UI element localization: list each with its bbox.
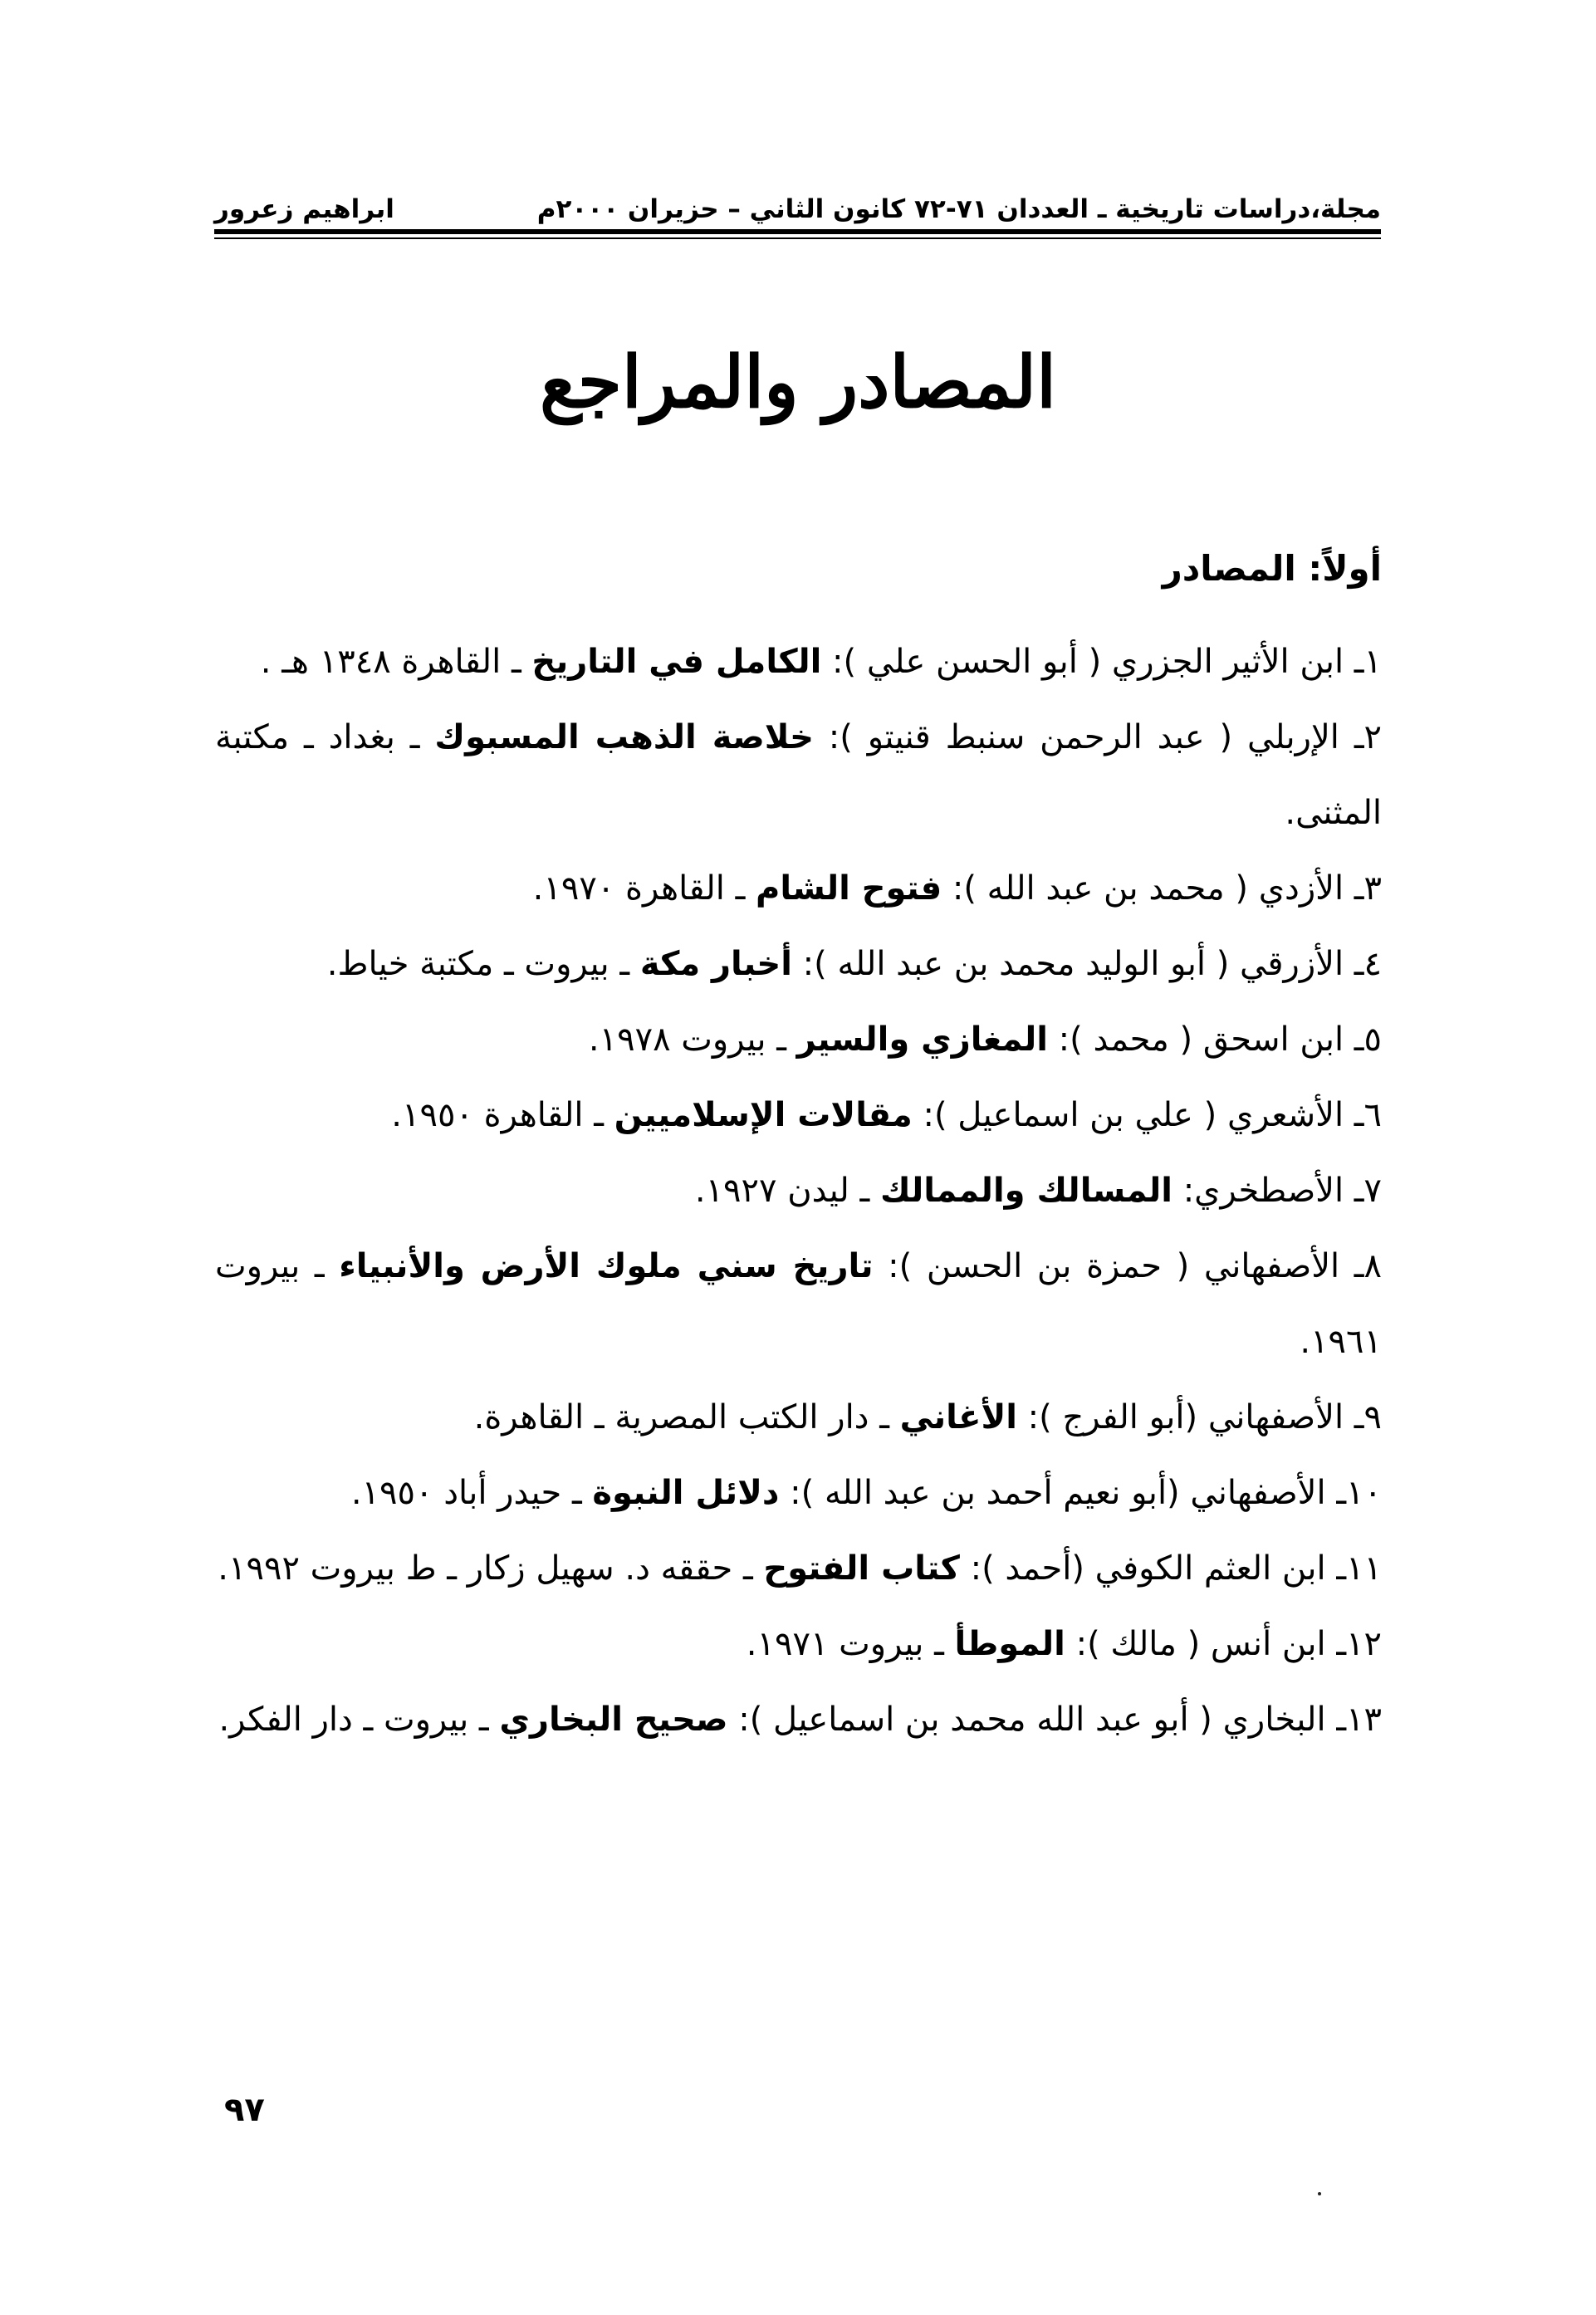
reference-work-title: المسالك والممالك: [880, 1172, 1173, 1210]
header-rule-thin: [214, 237, 1381, 239]
article-author: ابراهيم زعرور: [214, 194, 394, 224]
reference-author: الأصفهاني (أبو نعيم أحمد بن عبد الله ):: [779, 1474, 1337, 1512]
reference-work-title: كتاب الفتوح: [763, 1549, 960, 1588]
reference-author: الأصفهاني (أبو الفرج ):: [1016, 1398, 1354, 1436]
reference-publication: ـ القاهرة ١٩٥٠.: [391, 1096, 614, 1134]
reference-publication: ـ حيدر أباد ١٩٥٠.: [350, 1474, 593, 1512]
reference-item: [215, 1078, 1382, 1153]
journal-citation: مجلة،دراسات تاريخية ـ العددان ٧١-٧٢ كانون الثاني – حزيران ٢٠٠٠م: [536, 194, 1381, 224]
reference-author: الأزدي ( محمد بن عبد الله ):: [942, 869, 1354, 908]
reference-author: ابن العثم الكوفي (أحمد ):: [959, 1549, 1337, 1588]
reference-publication: ـ بيروت ١٩٧٨.: [588, 1020, 797, 1059]
page-number: ٩٧: [224, 2091, 265, 2129]
reference-list: [215, 624, 1382, 1758]
reference-number: ٧ـ: [1354, 1172, 1382, 1210]
reference-publication: ـ بيروت ١٩٧١.: [746, 1625, 955, 1663]
reference-author: ابن الأثير الجزري ( أبو الحسن علي ):: [821, 643, 1354, 681]
reference-author: الأشعري ( علي بن اسماعيل ):: [912, 1096, 1354, 1134]
reference-work-title: أخبار مكة: [639, 945, 792, 983]
reference-work-title: مقالات الإسلاميين: [614, 1096, 913, 1134]
reference-author: الأصطخري:: [1172, 1172, 1354, 1210]
reference-item: [215, 1456, 1382, 1531]
reference-author: الأزرقي ( أبو الوليد محمد بن عبد الله ):: [791, 945, 1354, 983]
reference-number: ٢ـ: [1354, 718, 1383, 756]
page-title: المصادر والمراجع: [540, 340, 1056, 424]
reference-author: البخاري ( أبو عبد الله محمد بن اسماعيل ):: [727, 1701, 1337, 1739]
reference-number: ٣ـ: [1354, 869, 1382, 908]
reference-work-title: فتوح الشام: [756, 869, 942, 908]
reference-author: ابن أنس ( مالك ):: [1065, 1625, 1337, 1663]
reference-work-title: خلاصة الذهب المسبوك: [434, 718, 814, 756]
reference-work-title: تاريخ سني ملوك الأرض والأنبياء: [339, 1247, 874, 1285]
reference-publication: ـ القاهرة ١٣٤٨ هـ .: [260, 643, 532, 681]
header-rule-thick: [214, 229, 1381, 234]
reference-number: ٦ـ: [1354, 1096, 1382, 1134]
reference-item: [215, 851, 1382, 927]
reference-item: [215, 1682, 1382, 1758]
reference-number: ١١ـ: [1336, 1549, 1382, 1588]
reference-author: ابن اسحق ( محمد ):: [1047, 1020, 1354, 1059]
reference-item: [215, 624, 1382, 700]
reference-item: [215, 1380, 1382, 1456]
reference-number: ٨ـ: [1354, 1247, 1382, 1285]
reference-publication: ـ ليدن ١٩٢٧.: [694, 1172, 880, 1210]
reference-publication: ـ بيروت ١٩٦١.: [215, 1247, 1382, 1361]
reference-item: [215, 1229, 1382, 1380]
reference-publication: ـ حققه د. سهيل زكار ـ ط بيروت ١٩٩٢.: [218, 1549, 764, 1588]
section-heading: أولاً: المصادر: [1162, 548, 1382, 589]
reference-publication: ـ بيروت ـ مكتبة خياط.: [326, 945, 640, 983]
reference-item: [215, 1153, 1382, 1229]
reference-publication: ـ بغداد ـ مكتبة المثنى.: [215, 718, 1382, 832]
reference-work-title: الموطأ: [954, 1625, 1065, 1663]
reference-work-title: الأغاني: [899, 1398, 1017, 1436]
reference-publication: ـ بيروت ـ دار الفكر.: [218, 1701, 500, 1739]
reference-publication: ـ القاهرة ١٩٧٠.: [532, 869, 756, 908]
reference-number: ١٣ـ: [1336, 1701, 1382, 1739]
reference-publication: ـ دار الكتب المصرية ـ القاهرة.: [473, 1398, 900, 1436]
reference-number: ٥ـ: [1354, 1020, 1382, 1059]
reference-work-title: المغازي والسير: [796, 1020, 1048, 1059]
reference-work-title: صحيح البخاري: [499, 1701, 728, 1739]
scan-speck: [1318, 2192, 1321, 2195]
reference-work-title: الكامل في التاريخ: [531, 643, 822, 681]
reference-number: ١٠ـ: [1336, 1474, 1382, 1512]
reference-number: ١٢ـ: [1336, 1625, 1382, 1663]
reference-author: الأصفهاني ( حمزة بن الحسن ):: [873, 1247, 1354, 1285]
reference-item: [215, 927, 1382, 1002]
reference-author: الإربلي ( عبد الرحمن سنبط قنيتو ):: [813, 718, 1354, 756]
running-header: [214, 186, 1381, 236]
reference-number: ٤ـ: [1354, 945, 1382, 983]
reference-item: [215, 700, 1382, 851]
reference-item: [215, 1002, 1382, 1078]
reference-number: ١ـ: [1354, 643, 1382, 681]
reference-work-title: دلائل النبوة: [592, 1474, 780, 1512]
reference-item: [215, 1531, 1382, 1607]
reference-item: [215, 1607, 1382, 1682]
reference-number: ٩ـ: [1354, 1398, 1382, 1436]
